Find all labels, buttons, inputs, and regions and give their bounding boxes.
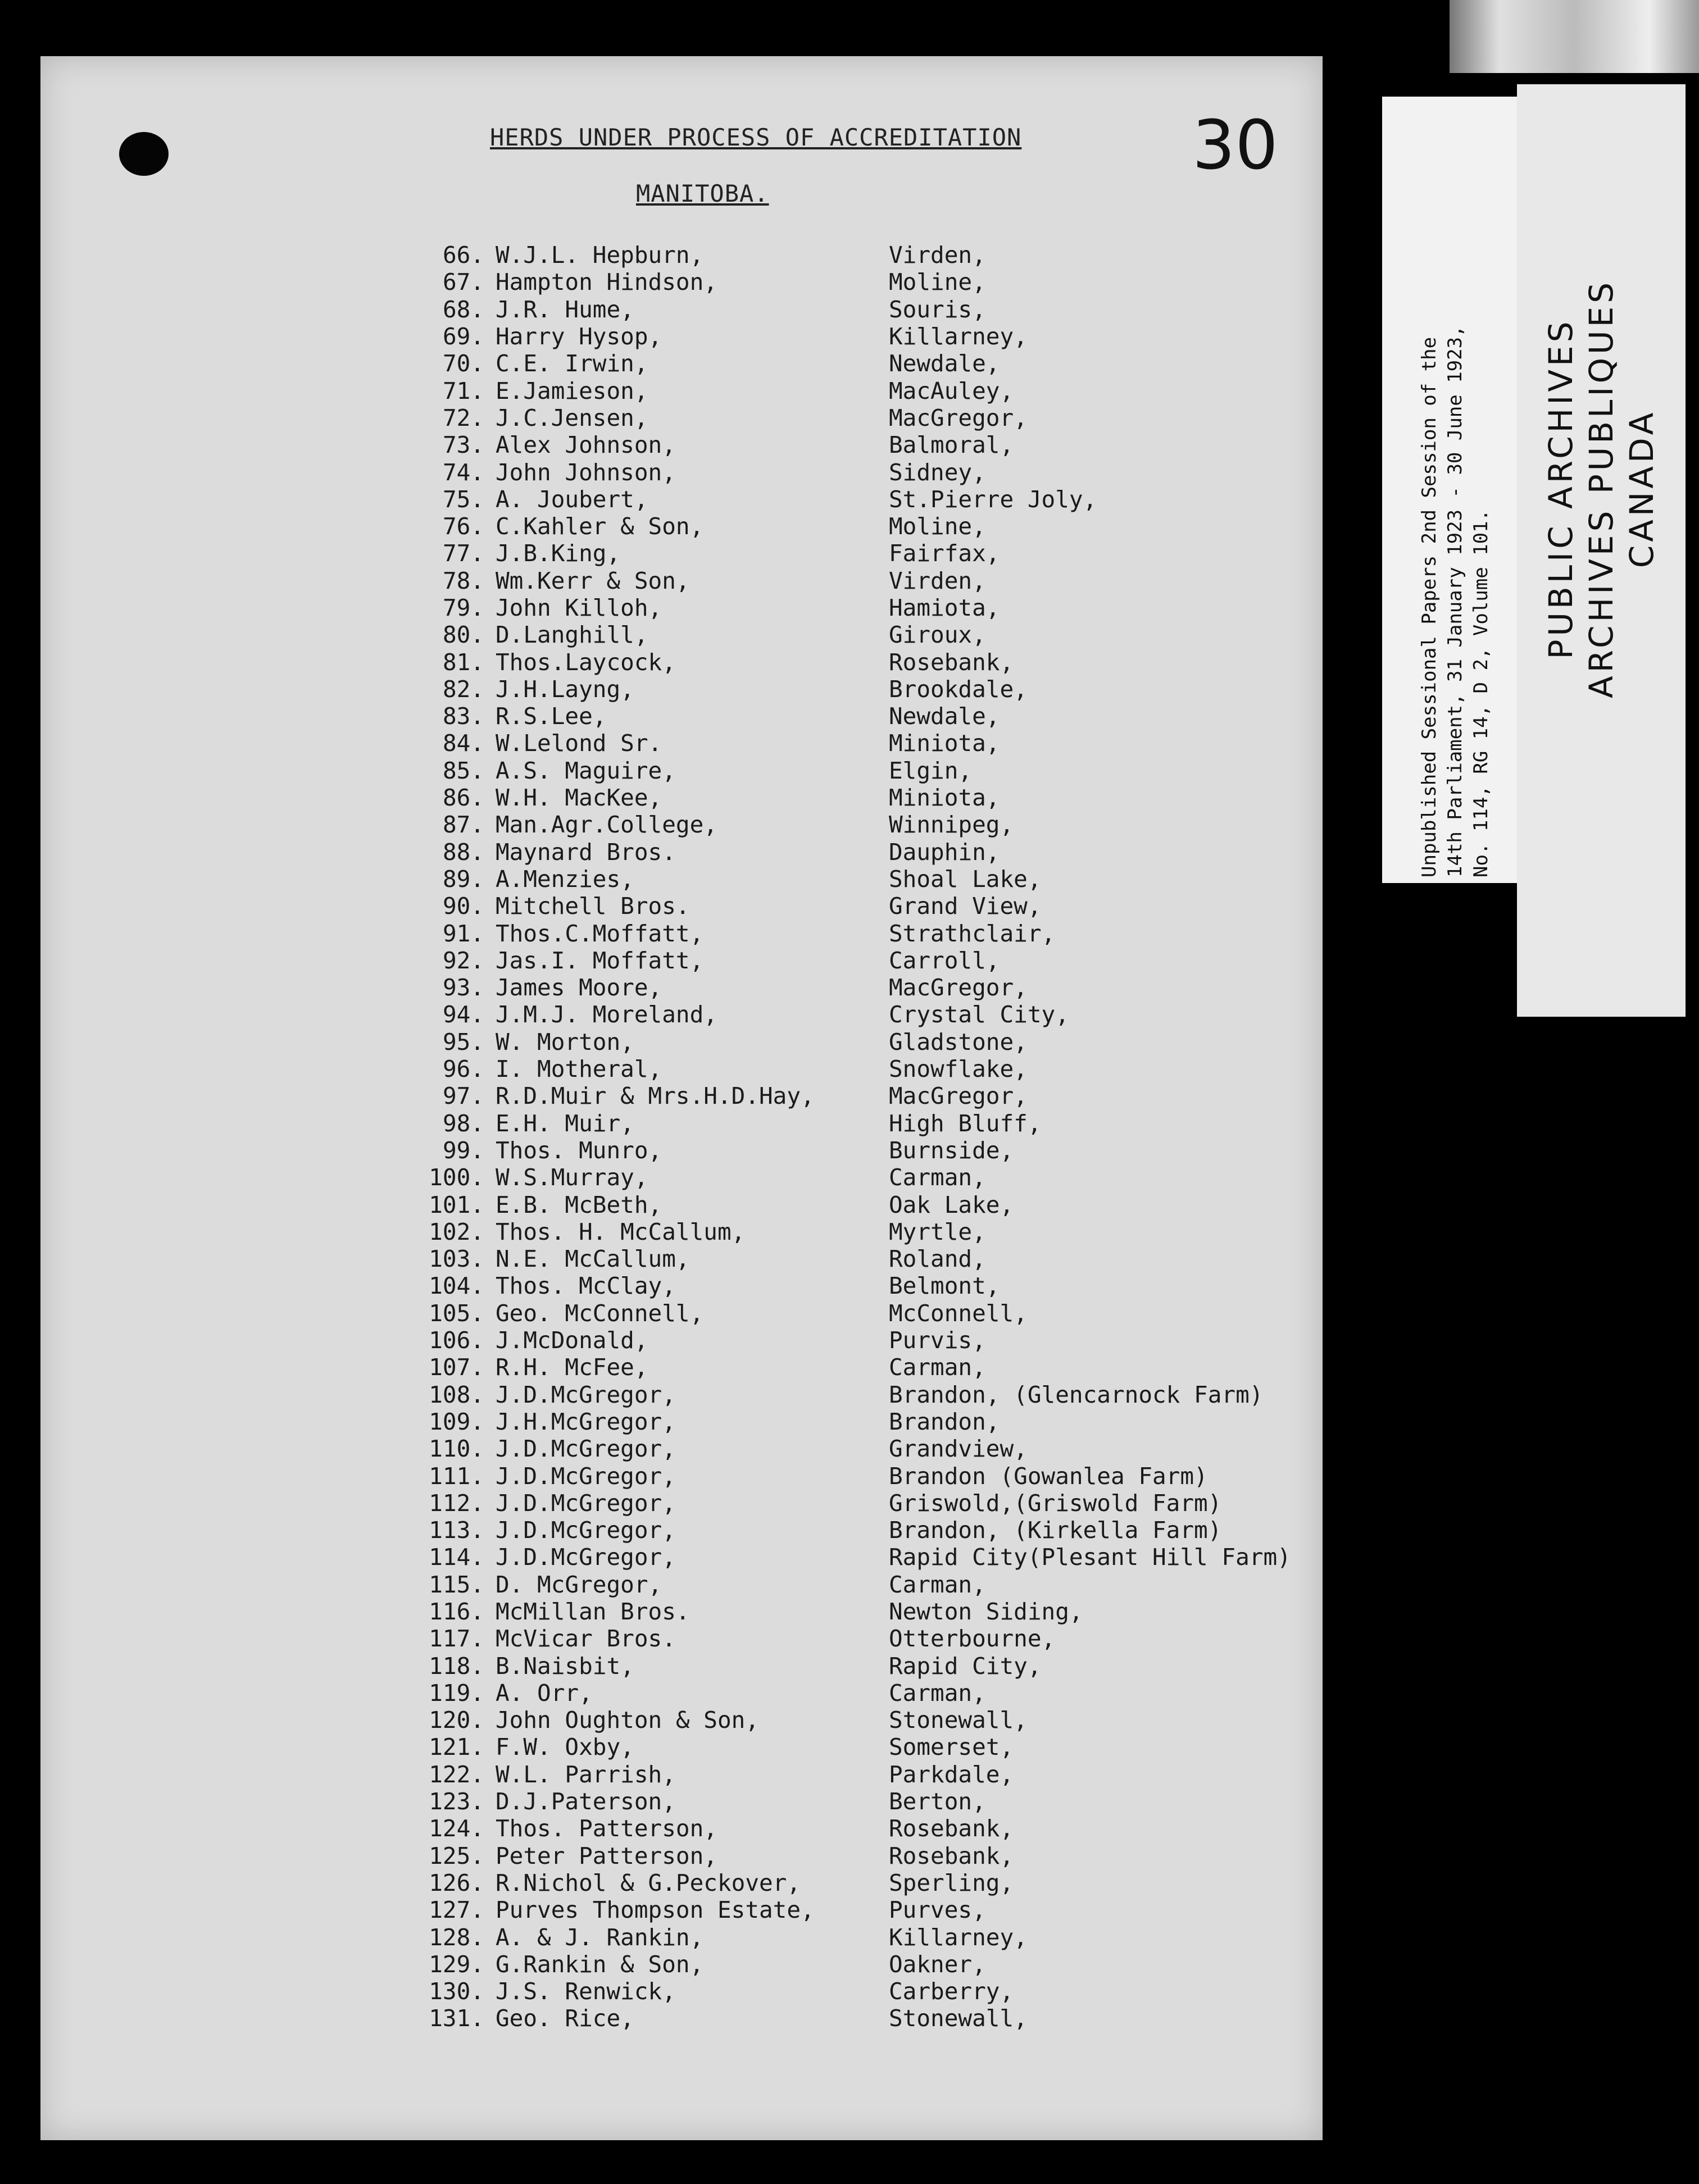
list-item — [40, 594, 1323, 621]
entry-name: J.D.McGregor, — [496, 1435, 676, 1463]
entry-place: Rapid City, — [889, 1652, 1042, 1680]
entry-place: Rapid City(Plesant Hill Farm) — [889, 1544, 1291, 1571]
archive-stamp-line: CANADA — [1623, 409, 1661, 568]
entry-place: Berton, — [889, 1788, 986, 1816]
entry-place: Carberry, — [889, 1978, 1014, 2005]
entry-name: Harry Hysop, — [496, 323, 662, 351]
entry-place: Oak Lake, — [889, 1191, 1014, 1218]
entry-name: D.Langhill, — [496, 621, 648, 649]
list-item — [40, 703, 1323, 730]
list-item — [40, 1245, 1323, 1272]
entry-number: 78. — [442, 567, 484, 594]
entry-number: 74. — [442, 458, 484, 486]
entry-name: D. McGregor, — [496, 1571, 662, 1598]
entry-number: 118. — [429, 1652, 484, 1680]
list-item — [40, 1571, 1323, 1598]
entry-place: Stonewall, — [889, 1707, 1028, 1734]
entry-place: MacGregor, — [889, 1082, 1028, 1110]
entry-place: Grand View, — [889, 893, 1042, 920]
list-item — [40, 1978, 1323, 2005]
list-item — [40, 974, 1323, 1001]
entry-place: Winnipeg, — [889, 811, 1014, 839]
entry-number: 82. — [442, 675, 484, 703]
entry-name: McVicar Bros. — [496, 1625, 676, 1653]
list-item — [40, 1869, 1323, 1896]
entry-number: 108. — [429, 1381, 484, 1408]
entry-number: 87. — [442, 811, 484, 839]
archive-label-line: No. 114, RG 14, D 2, Volume 101. — [1470, 509, 1492, 877]
entry-name: James Moore, — [496, 974, 662, 1002]
entry-number: 67. — [442, 269, 484, 296]
entry-place: Myrtle, — [889, 1218, 986, 1245]
entry-name: McMillan Bros. — [496, 1598, 690, 1625]
entry-name: W.L. Parrish, — [496, 1760, 676, 1788]
entry-number: 105. — [429, 1299, 484, 1327]
entry-number: 71. — [442, 377, 484, 404]
entry-place: Rosebank, — [889, 648, 1014, 676]
entry-number: 111. — [429, 1462, 484, 1490]
entry-name: A. Joubert, — [496, 485, 648, 513]
entry-name: J.McDonald, — [496, 1327, 648, 1354]
archive-label-line: 14th Parliament, 31 January 1923 - 30 June 1923, — [1444, 325, 1466, 877]
entry-place: Virden, — [889, 242, 986, 269]
entry-name: J.H.Layng, — [496, 675, 634, 703]
entry-number: 128. — [429, 1923, 484, 1951]
entry-number: 119. — [429, 1679, 484, 1707]
entry-name: W. Morton, — [496, 1028, 634, 1055]
punch-hole — [119, 132, 169, 176]
list-item — [40, 269, 1323, 295]
entry-name: G.Rankin & Son, — [496, 1950, 704, 1978]
entry-place: Dauphin, — [889, 838, 1000, 866]
entry-name: F.W. Oxby, — [496, 1733, 634, 1761]
entry-name: Thos. Munro, — [496, 1136, 662, 1164]
entry-place: Moline, — [889, 269, 986, 296]
entry-name: Thos. McClay, — [496, 1272, 676, 1300]
entry-name: Thos. Patterson, — [496, 1815, 717, 1842]
entry-number: 79. — [442, 594, 484, 621]
list-item — [40, 947, 1323, 974]
entry-place: Newton Siding, — [889, 1598, 1083, 1625]
list-item — [40, 730, 1323, 757]
entry-name: W.J.L. Hepburn, — [496, 242, 704, 269]
entry-number: 115. — [429, 1571, 484, 1598]
entry-place: Newdale, — [889, 703, 1000, 730]
entry-place: Giroux, — [889, 621, 986, 649]
archive-label-line: Unpublished Sessional Papers 2nd Session of the — [1418, 336, 1441, 877]
entry-name: Geo. McConnell, — [496, 1299, 704, 1327]
entry-place: Sidney, — [889, 458, 986, 486]
entry-place: Gladstone, — [889, 1028, 1028, 1055]
entry-number: 91. — [442, 920, 484, 947]
entry-number: 125. — [429, 1842, 484, 1869]
entry-number: 76. — [442, 513, 484, 540]
entry-name: J.R. Hume, — [496, 295, 634, 323]
entry-number: 109. — [429, 1408, 484, 1435]
entry-number: 127. — [429, 1896, 484, 1924]
entry-number: 117. — [429, 1625, 484, 1653]
entry-number: 81. — [442, 648, 484, 676]
entry-number: 75. — [442, 485, 484, 513]
list-item — [40, 242, 1323, 269]
list-item — [40, 1462, 1323, 1489]
entry-name: Hampton Hindson, — [496, 269, 717, 296]
entry-name: J.D.McGregor, — [496, 1544, 676, 1571]
entry-place: Souris, — [889, 295, 986, 323]
entry-place: Otterbourne, — [889, 1625, 1056, 1653]
entry-number: 131. — [429, 2005, 484, 2032]
list-item — [40, 1652, 1323, 1679]
entry-number: 129. — [429, 1950, 484, 1978]
archive-label — [1382, 97, 1528, 883]
list-item — [40, 1354, 1323, 1381]
document-page — [40, 56, 1323, 2140]
list-item — [40, 676, 1323, 703]
list-item — [40, 1896, 1323, 1923]
list-item — [40, 1110, 1323, 1137]
entry-name: J.S. Renwick, — [496, 1978, 676, 2005]
entry-place: Rosebank, — [889, 1842, 1014, 1869]
entry-place: Carman, — [889, 1571, 986, 1598]
entry-place: Crystal City, — [889, 1001, 1069, 1029]
entry-place: Sperling, — [889, 1869, 1014, 1896]
entry-number: 98. — [442, 1109, 484, 1137]
entry-number: 68. — [442, 295, 484, 323]
entry-name: Wm.Kerr & Son, — [496, 567, 690, 594]
list-item — [40, 1517, 1323, 1544]
list-item — [40, 1923, 1323, 1950]
entry-name: Purves Thompson Estate, — [496, 1896, 815, 1924]
entry-name: Man.Agr.College, — [496, 811, 717, 839]
entry-name: A. Orr, — [496, 1679, 593, 1707]
list-item — [40, 1625, 1323, 1652]
entry-number: 89. — [442, 865, 484, 893]
entry-number: 126. — [429, 1869, 484, 1896]
entry-number: 85. — [442, 757, 484, 784]
entry-number: 107. — [429, 1354, 484, 1381]
entry-name: Maynard Bros. — [496, 838, 676, 866]
entry-number: 94. — [442, 1001, 484, 1029]
entry-place: Brandon (Gowanlea Farm) — [889, 1462, 1208, 1490]
entry-place: Carman, — [889, 1679, 986, 1707]
entry-place: Strathclair, — [889, 920, 1056, 947]
entry-place: Griswold,(Griswold Farm) — [889, 1489, 1222, 1517]
list-item — [40, 1327, 1323, 1354]
list-item — [40, 1137, 1323, 1164]
entry-place: Carman, — [889, 1354, 986, 1381]
list-item — [40, 893, 1323, 920]
entry-name: Geo. Rice, — [496, 2005, 634, 2032]
entry-place: Killarney, — [889, 1923, 1028, 1951]
entry-name: W.Lelond Sr. — [496, 730, 662, 757]
entry-name: Jas.I. Moffatt, — [496, 947, 704, 974]
entry-place: St.Pierre Joly, — [889, 485, 1097, 513]
entry-place: Parkdale, — [889, 1760, 1014, 1788]
entry-number: 66. — [442, 242, 484, 269]
entry-number: 130. — [429, 1978, 484, 2005]
entry-name: J.C.Jensen, — [496, 404, 648, 431]
entry-place: High Bluff, — [889, 1109, 1042, 1137]
entry-name: B.Naisbit, — [496, 1652, 634, 1680]
page-number: 30 — [1192, 107, 1278, 185]
entry-number: 72. — [442, 404, 484, 431]
archive-stamp-line: ARCHIVES PUBLIQUES — [1582, 279, 1620, 699]
entry-name: Thos.C.Moffatt, — [496, 920, 704, 947]
entry-name: John Killoh, — [496, 594, 662, 621]
entry-number: 73. — [442, 431, 484, 459]
list-item — [40, 648, 1323, 675]
entry-name: A.S. Maguire, — [496, 757, 676, 784]
list-item — [40, 839, 1323, 866]
list-item — [40, 1788, 1323, 1815]
entry-place: Brandon, — [889, 1408, 1000, 1435]
entry-number: 124. — [429, 1815, 484, 1842]
film-edge-strip — [1450, 0, 1699, 73]
herd-list — [40, 242, 1323, 2032]
entry-name: C.Kahler & Son, — [496, 513, 704, 540]
entry-name: R.S.Lee, — [496, 703, 607, 730]
entry-number: 121. — [429, 1733, 484, 1761]
entry-place: Oakner, — [889, 1950, 986, 1978]
entry-place: Snowflake, — [889, 1055, 1028, 1083]
entry-name: John Oughton & Son, — [496, 1707, 759, 1734]
entry-place: Purvis, — [889, 1327, 986, 1354]
entry-name: R.Nichol & G.Peckover, — [496, 1869, 801, 1896]
entry-place: Stonewall, — [889, 2005, 1028, 2032]
entry-number: 101. — [429, 1191, 484, 1218]
entry-number: 99. — [442, 1136, 484, 1164]
entry-place: Burnside, — [889, 1136, 1014, 1164]
list-item — [40, 1815, 1323, 1842]
entry-number: 113. — [429, 1517, 484, 1544]
entry-name: Peter Patterson, — [496, 1842, 717, 1869]
entry-place: Moline, — [889, 513, 986, 540]
list-item — [40, 1218, 1323, 1245]
list-item — [40, 621, 1323, 648]
list-item — [40, 1082, 1323, 1109]
entry-place: Somerset, — [889, 1733, 1014, 1761]
entry-number: 122. — [429, 1760, 484, 1788]
list-item — [40, 1435, 1323, 1462]
entry-number: 86. — [442, 784, 484, 812]
entry-place: McConnell, — [889, 1299, 1028, 1327]
entry-name: R.D.Muir & Mrs.H.D.Hay, — [496, 1082, 815, 1110]
list-item — [40, 866, 1323, 893]
list-item — [40, 323, 1323, 350]
list-item — [40, 377, 1323, 404]
entry-name: I. Motheral, — [496, 1055, 662, 1083]
entry-number: 92. — [442, 947, 484, 974]
entry-number: 112. — [429, 1489, 484, 1517]
entry-place: Hamiota, — [889, 594, 1000, 621]
document-heading: HERDS UNDER PROCESS OF ACCREDITATION — [490, 124, 1022, 151]
entry-number: 116. — [429, 1598, 484, 1625]
entry-name: W.H. MacKee, — [496, 784, 662, 812]
list-item — [40, 540, 1323, 567]
entry-number: 69. — [442, 323, 484, 351]
entry-place: Miniota, — [889, 784, 1000, 812]
list-item — [40, 1029, 1323, 1055]
list-item — [40, 1544, 1323, 1571]
list-item — [40, 1055, 1323, 1082]
list-item — [40, 1951, 1323, 1978]
entry-place: Carroll, — [889, 947, 1000, 974]
entry-number: 96. — [442, 1055, 484, 1083]
archive-label-text — [1416, 102, 1494, 877]
list-item — [40, 1490, 1323, 1517]
entry-place: Grandview, — [889, 1435, 1028, 1463]
list-item — [40, 1001, 1323, 1028]
list-item — [40, 1408, 1323, 1435]
list-item — [40, 431, 1323, 458]
entry-name: J.D.McGregor, — [496, 1517, 676, 1544]
archive-stamp — [1517, 84, 1686, 1017]
list-item — [40, 2005, 1323, 2032]
archive-stamp-line: PUBLIC ARCHIVES — [1542, 318, 1580, 659]
entry-place: Brandon, (Kirkella Farm) — [889, 1517, 1222, 1544]
entry-name: C.E. Irwin, — [496, 350, 648, 377]
list-item — [40, 404, 1323, 431]
entry-number: 97. — [442, 1082, 484, 1110]
entry-name: Thos. H. McCallum, — [496, 1218, 746, 1245]
entry-place: Brookdale, — [889, 675, 1028, 703]
entry-place: Carman, — [889, 1164, 986, 1191]
entry-place: Brandon, (Glencarnock Farm) — [889, 1381, 1264, 1408]
archive-stamp-text — [1541, 152, 1662, 826]
entry-place: Shoal Lake, — [889, 865, 1042, 893]
entry-name: E.H. Muir, — [496, 1109, 634, 1137]
entry-name: E.Jamieson, — [496, 377, 648, 404]
entry-name: J.M.J. Moreland, — [496, 1001, 717, 1029]
entry-name: J.H.McGregor, — [496, 1408, 676, 1435]
entry-name: E.B. McBeth, — [496, 1191, 662, 1218]
entry-name: J.D.McGregor, — [496, 1489, 676, 1517]
list-item — [40, 1680, 1323, 1707]
list-item — [40, 757, 1323, 784]
entry-name: Mitchell Bros. — [496, 893, 690, 920]
entry-place: Miniota, — [889, 730, 1000, 757]
list-item — [40, 1707, 1323, 1733]
entry-number: 123. — [429, 1788, 484, 1816]
list-item — [40, 513, 1323, 540]
list-item — [40, 1300, 1323, 1327]
entry-number: 88. — [442, 838, 484, 866]
entry-name: W.S.Murray, — [496, 1164, 648, 1191]
entry-number: 84. — [442, 730, 484, 757]
list-item — [40, 1761, 1323, 1788]
entry-place: Fairfax, — [889, 540, 1000, 567]
entry-place: Balmoral, — [889, 431, 1014, 459]
list-item — [40, 811, 1323, 838]
entry-place: Killarney, — [889, 323, 1028, 351]
entry-number: 100. — [429, 1164, 484, 1191]
list-item — [40, 1191, 1323, 1218]
entry-number: 120. — [429, 1707, 484, 1734]
entry-number: 110. — [429, 1435, 484, 1463]
entry-number: 104. — [429, 1272, 484, 1300]
entry-place: Elgin, — [889, 757, 973, 784]
entry-place: MacAuley, — [889, 377, 1014, 404]
entry-number: 106. — [429, 1327, 484, 1354]
list-item — [40, 1381, 1323, 1408]
entry-name: D.J.Paterson, — [496, 1788, 676, 1816]
list-item — [40, 1842, 1323, 1869]
entry-number: 102. — [429, 1218, 484, 1245]
entry-name: J.B.King, — [496, 540, 621, 567]
entry-number: 93. — [442, 974, 484, 1002]
entry-number: 95. — [442, 1028, 484, 1055]
entry-name: Alex Johnson, — [496, 431, 676, 459]
entry-place: Roland, — [889, 1245, 986, 1273]
list-item — [40, 486, 1323, 513]
entry-name: A.Menzies, — [496, 865, 634, 893]
list-item — [40, 350, 1323, 377]
list-item — [40, 784, 1323, 811]
list-item — [40, 1598, 1323, 1625]
entry-place: MacGregor, — [889, 974, 1028, 1002]
entry-place: Virden, — [889, 567, 986, 594]
entry-place: Belmont, — [889, 1272, 1000, 1300]
entry-place: MacGregor, — [889, 404, 1028, 431]
entry-place: Rosebank, — [889, 1815, 1014, 1842]
entry-number: 77. — [442, 540, 484, 567]
entry-number: 70. — [442, 350, 484, 377]
list-item — [40, 1733, 1323, 1760]
list-item — [40, 567, 1323, 594]
entry-place: Purves, — [889, 1896, 986, 1924]
list-item — [40, 458, 1323, 485]
entry-name: R.H. McFee, — [496, 1354, 648, 1381]
list-item — [40, 920, 1323, 947]
entry-number: 103. — [429, 1245, 484, 1273]
entry-name: J.D.McGregor, — [496, 1381, 676, 1408]
entry-name: Thos.Laycock, — [496, 648, 676, 676]
list-item — [40, 1272, 1323, 1299]
entry-name: N.E. McCallum, — [496, 1245, 690, 1273]
entry-number: 83. — [442, 703, 484, 730]
entry-number: 80. — [442, 621, 484, 649]
entry-number: 114. — [429, 1544, 484, 1571]
entry-place: Newdale, — [889, 350, 1000, 377]
list-item — [40, 1164, 1323, 1191]
list-item — [40, 296, 1323, 323]
document-subheading: MANITOBA. — [636, 180, 769, 207]
entry-name: J.D.McGregor, — [496, 1462, 676, 1490]
entry-name: A. & J. Rankin, — [496, 1923, 704, 1951]
entry-name: John Johnson, — [496, 458, 676, 486]
entry-number: 90. — [442, 893, 484, 920]
